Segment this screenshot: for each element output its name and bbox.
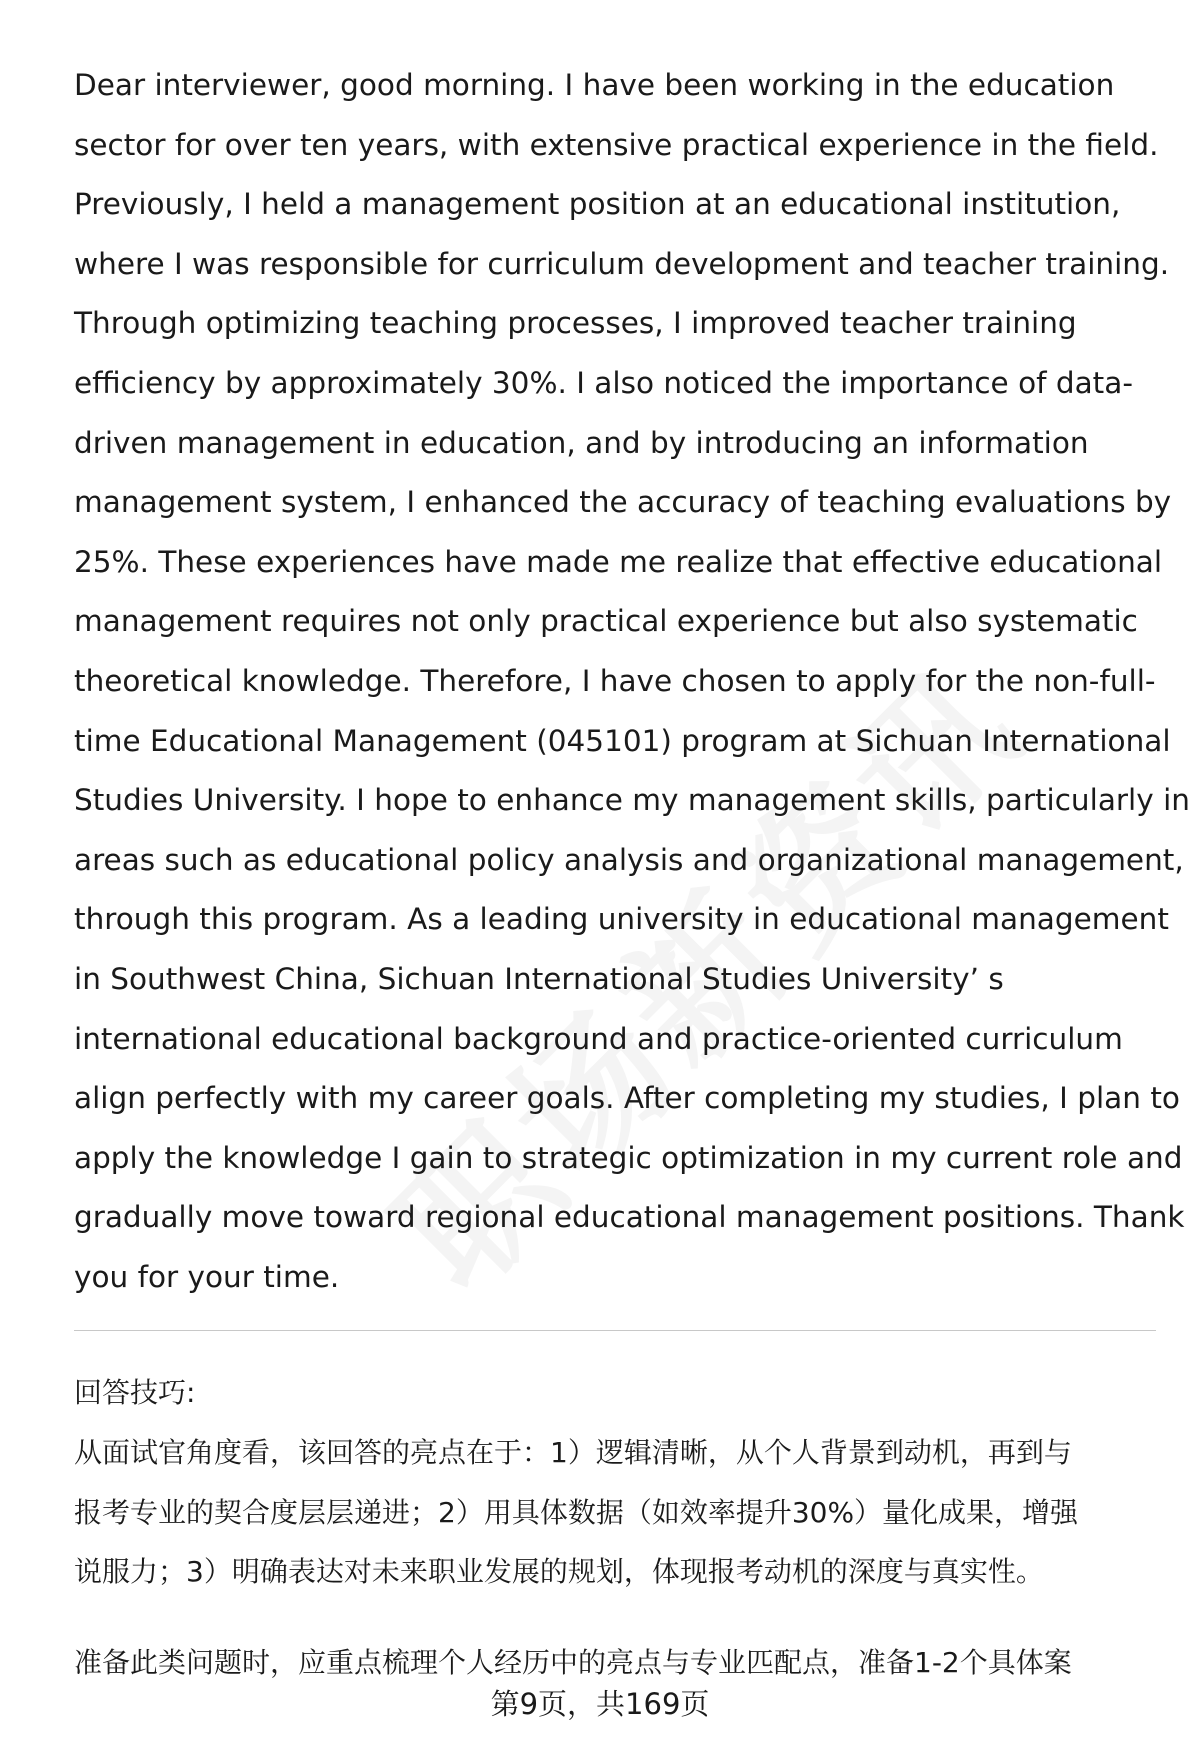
tips-line: 从面试官角度看，该回答的亮点在于：1）逻辑清晰，从个人背景到动机，再到与 bbox=[74, 1436, 1072, 1469]
answer-line: Dear interviewer, good morning. I have been working in the education bbox=[74, 68, 1115, 102]
answer-line: in Southwest China, Sichuan International Studies University’ s bbox=[74, 961, 1004, 996]
answer-line: you for your time. bbox=[74, 1259, 340, 1294]
answer-line: areas such as educational policy analysis and organizational management, bbox=[74, 842, 1184, 877]
answer-line: theoretical knowledge. Therefore, I have chosen to apply for the non-full- bbox=[74, 663, 1156, 698]
answer-line: management requires not only practical experience but also systematic bbox=[74, 604, 1138, 639]
answer-line: Through optimizing teaching processes, I improved teacher training bbox=[74, 306, 1077, 341]
answer-line: international educational background and practice-oriented curriculum bbox=[74, 1021, 1123, 1056]
answer-line: driven management in education, and by introducing an information bbox=[74, 425, 1089, 460]
answer-line: time Educational Management (045101) program at Sichuan International bbox=[74, 723, 1171, 758]
answer-line: efficiency by approximately 30%. I also noticed the importance of data- bbox=[74, 365, 1133, 400]
answer-line: where I was responsible for curriculum development and teacher training. bbox=[74, 246, 1170, 281]
answer-line: 25%. These experiences have made me realize that effective educational bbox=[74, 544, 1163, 579]
answer-line: gradually move toward regional educational management positions. Thank bbox=[74, 1200, 1185, 1235]
answer-line: management system, I enhanced the accuracy of teaching evaluations by bbox=[74, 485, 1172, 520]
preparation-advice: 准备此类问题时，应重点梳理个人经历中的亮点与专业匹配点，准备1-2个具体案 bbox=[74, 1646, 1072, 1679]
tips-line: 说服力；3）明确表达对未来职业发展的规划，体现报考动机的深度与真实性。 bbox=[74, 1555, 1044, 1588]
answer-line: sector for over ten years, with extensive practical experience in the field. bbox=[74, 127, 1159, 162]
answer-line: through this program. As a leading university in educational management bbox=[74, 902, 1169, 937]
tips-line: 报考专业的契合度层层递进；2）用具体数据（如效率提升30%）量化成果，增强 bbox=[74, 1495, 1079, 1529]
tips-body bbox=[74, 1423, 1164, 1602]
page-number: 第9页，共169页 bbox=[490, 1687, 710, 1721]
divider bbox=[74, 1330, 1156, 1331]
answer-line: apply the knowledge I gain to strategic optimization in my current role and bbox=[74, 1140, 1183, 1175]
answer-line: Studies University. I hope to enhance my management skills, particularly in bbox=[74, 783, 1190, 818]
answer-line: align perfectly with my career goals. After completing my studies, I plan to bbox=[74, 1081, 1180, 1116]
tips-heading: 回答技巧: bbox=[74, 1376, 196, 1409]
answer-line: Previously, I held a management position at an educational institution, bbox=[74, 187, 1121, 222]
sample-answer bbox=[74, 56, 1190, 1307]
